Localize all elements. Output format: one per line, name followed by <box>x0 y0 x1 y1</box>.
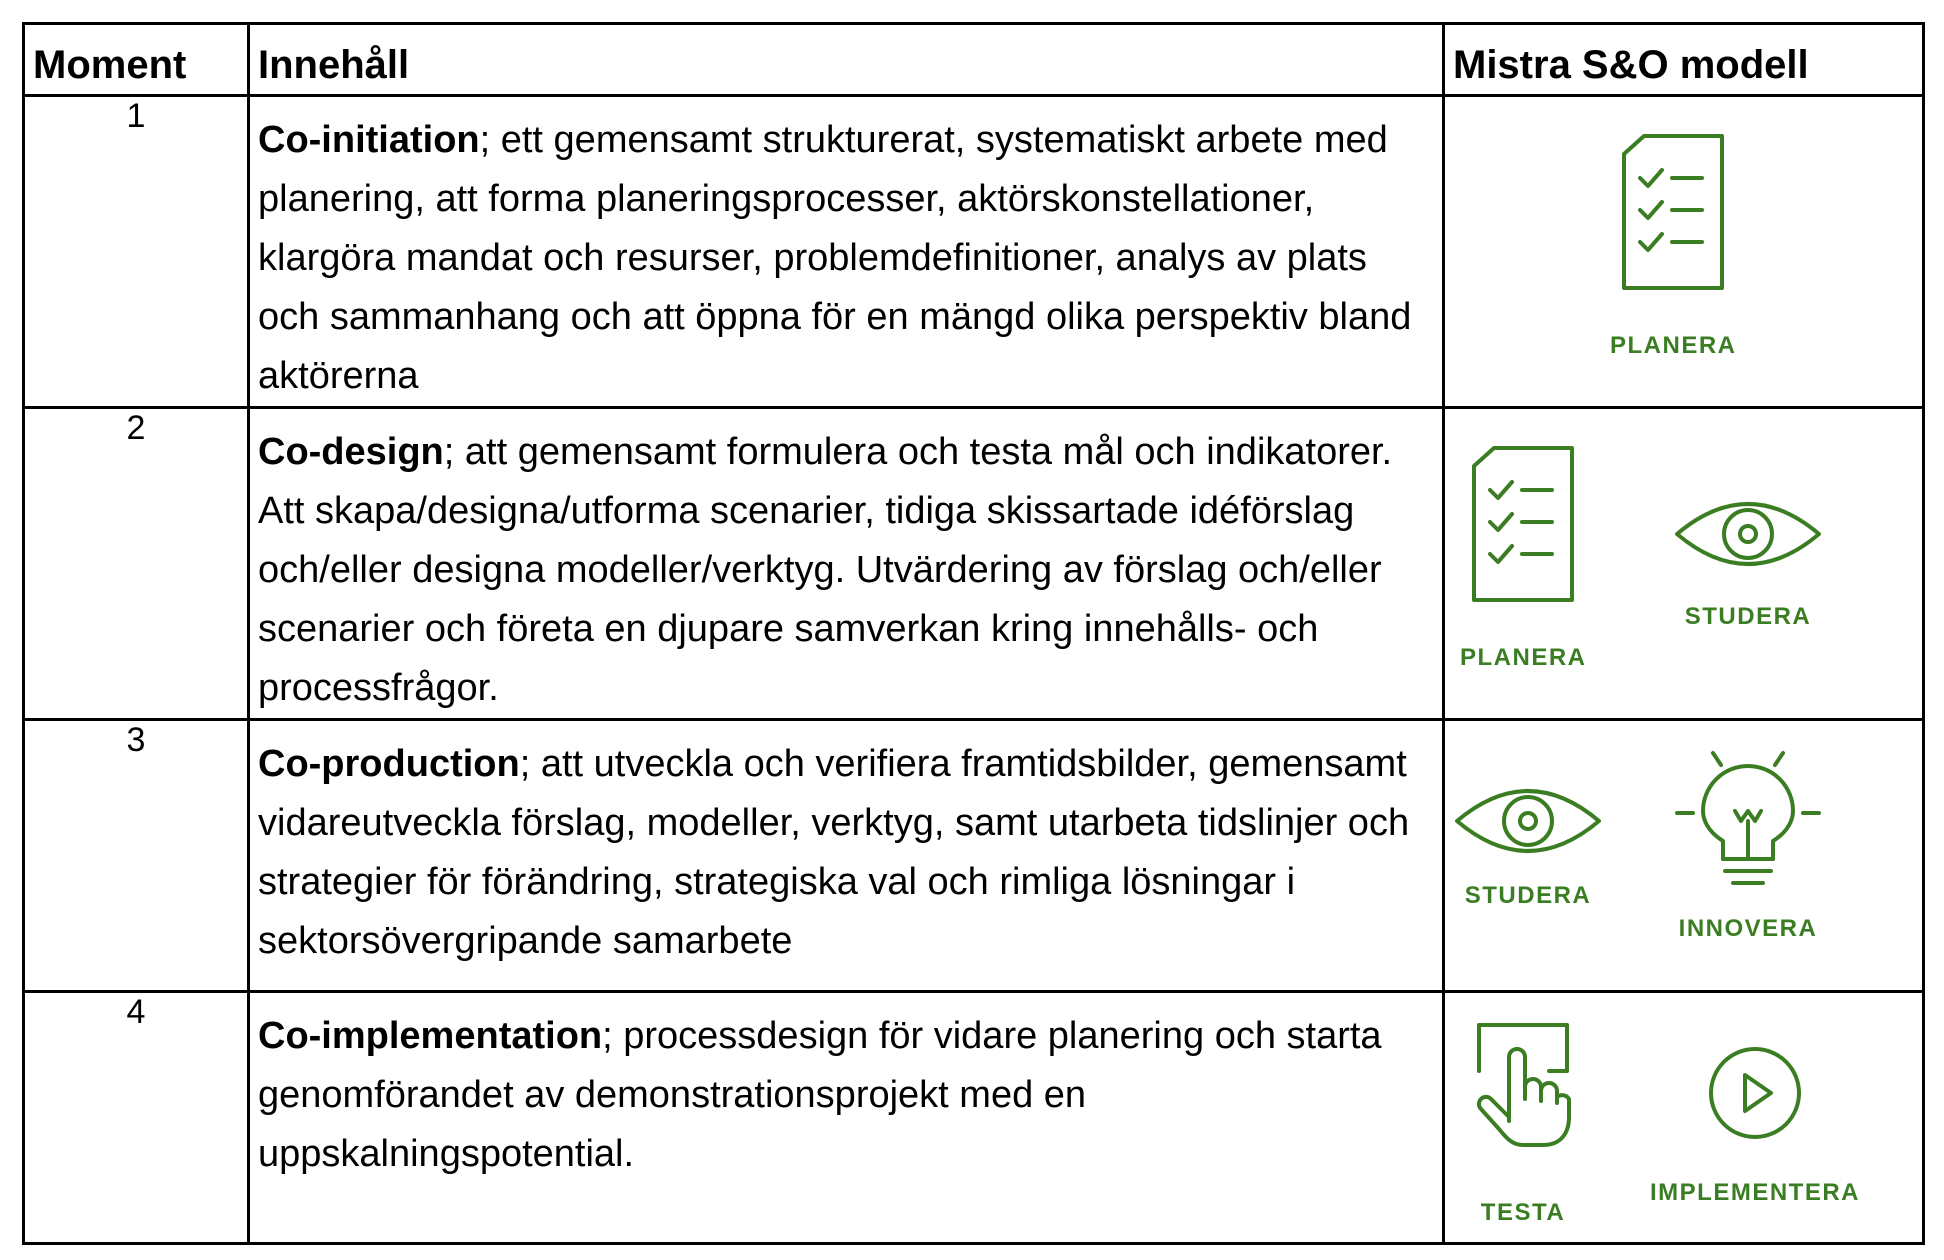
content-text: ; processdesign för vidare planering och starta genomförandet av demonstrationsprojekt med en uppskalningspotential. <box>258 1015 1382 1175</box>
header-row <box>24 24 1924 96</box>
implementera-item <box>1650 1043 1860 1207</box>
content-term: Co-initiation <box>258 119 480 161</box>
eye-icon <box>1673 489 1823 579</box>
icon-label: STUDERA <box>1684 603 1812 630</box>
content-cell <box>249 408 1444 720</box>
header-innehall: Innehåll <box>249 24 1444 96</box>
studera-item <box>1453 776 1603 910</box>
checklist-icon <box>1468 444 1578 604</box>
planera-item <box>1460 444 1587 672</box>
moment-number: 4 <box>24 992 249 1244</box>
model-cell <box>1444 720 1924 992</box>
content-cell <box>249 992 1444 1244</box>
touch-hand-icon <box>1473 1021 1573 1151</box>
model-cell <box>1444 408 1924 720</box>
lightbulb-icon <box>1673 749 1823 899</box>
table-row <box>24 408 1924 720</box>
moment-number: 3 <box>24 720 249 992</box>
content-term: Co-implementation <box>258 1015 603 1057</box>
studera-item <box>1673 489 1823 631</box>
content-cell <box>249 720 1444 992</box>
model-cell <box>1444 992 1924 1244</box>
header-moment: Moment <box>24 24 249 96</box>
icon-label: PLANERA <box>1460 644 1587 671</box>
moment-number: 1 <box>24 96 249 408</box>
moment-table <box>22 22 1925 1245</box>
table-row <box>24 992 1924 1244</box>
checklist-icon <box>1618 132 1728 292</box>
content-text: ; att gemensamt formulera och testa mål och indikatorer. Att skapa/designa/utforma scenarier, tidiga skissartade idéförslag och/eller designa modeller/verktyg. Utvärdering av förslag och/eller scenarier och företa en djupare samverkan kring innehålls- och processfrågor. <box>258 431 1393 709</box>
icon-label: STUDERA <box>1464 882 1592 909</box>
content-term: Co-design <box>258 431 444 473</box>
icon-label: INNOVERA <box>1678 915 1818 942</box>
content-cell <box>249 96 1444 408</box>
planera-item <box>1610 132 1737 360</box>
header-model: Mistra S&O modell <box>1444 24 1924 96</box>
table-row <box>24 720 1924 992</box>
icon-label: PLANERA <box>1610 332 1737 359</box>
innovera-item <box>1673 749 1823 943</box>
content-text: ; ett gemensamt strukturerat, systematiskt arbete med planering, att forma planeringsprocesser, aktörskonstellationer, klargöra mandat och resurser, problemdefinitioner, analys av plats och sammanhang och att öppna för en mängd olika perspektiv bland aktörerna <box>258 119 1412 397</box>
moment-number: 2 <box>24 408 249 720</box>
icon-label: TESTA <box>1480 1199 1566 1226</box>
content-text: ; att utveckla och verifiera framtidsbilder, gemensamt vidareutveckla förslag, modeller, verktyg, samt utarbeta tidslinjer och strategier för förändring, strategiska val och rimliga lösningar i sektorsövergripande samarbete <box>258 743 1410 962</box>
eye-icon <box>1453 776 1603 866</box>
play-circle-icon <box>1705 1043 1805 1143</box>
model-cell <box>1444 96 1924 408</box>
testa-item <box>1473 1021 1573 1227</box>
icon-label: IMPLEMENTERA <box>1650 1179 1860 1206</box>
table-row <box>24 96 1924 408</box>
content-term: Co-production <box>258 743 520 785</box>
